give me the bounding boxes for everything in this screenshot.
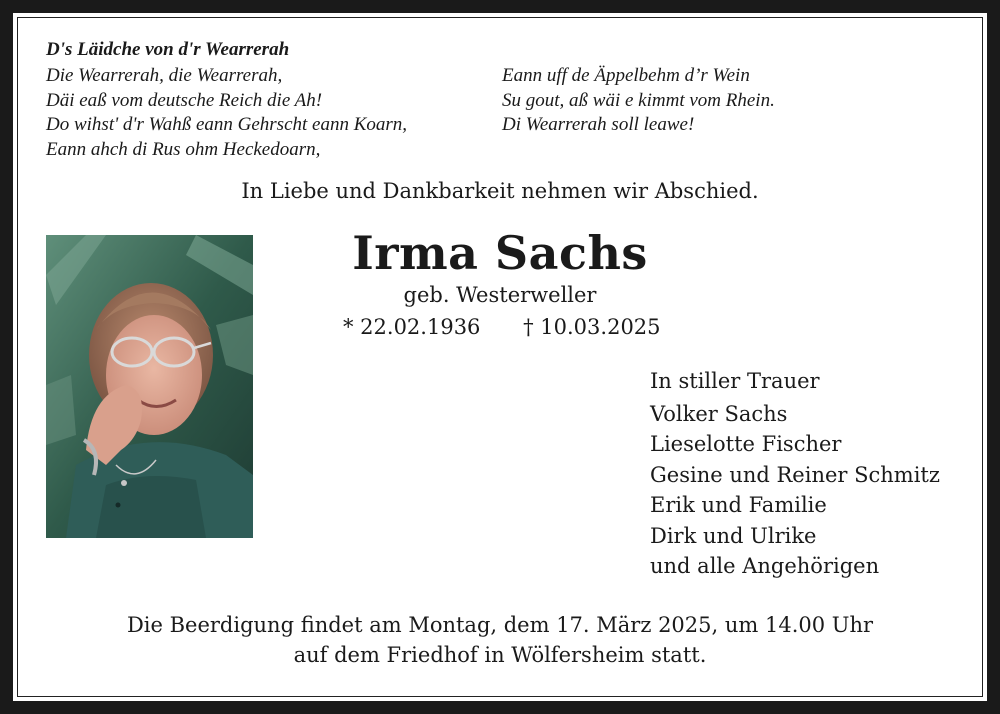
poem-right-column — [502, 64, 775, 138]
poem-line: Do wihst' d'r Wahß eann Gehrscht eann Koarn, — [46, 114, 408, 135]
poem-line: Di Wearrerah soll leawe! — [502, 114, 695, 135]
mourner-name: Gesine und Reiner Schmitz — [650, 462, 940, 487]
mourner-name: Dirk und Ulrike — [650, 523, 817, 548]
mourner-name: Volker Sachs — [650, 401, 788, 426]
funeral-line-2: auf dem Friedhof in Wölfersheim statt. — [293, 643, 707, 667]
mourners-list — [650, 366, 940, 582]
poem-line: Die Wearrerah, die Wearrerah, — [46, 65, 283, 86]
poem-line: Su gout, aß wäi e kimmt vom Rhein. — [502, 89, 775, 111]
death-date: † 10.03.2025 — [523, 315, 661, 339]
mourners-heading: In stiller Trauer — [650, 369, 820, 393]
mourner-name: Lieselotte Fischer — [650, 432, 842, 456]
poem-title: D's Läidche von d'r Wearrerah — [46, 39, 290, 60]
portrait-photo — [46, 235, 253, 538]
poem-line: Eann ahch di Rus ohm Heckedoarn, — [46, 138, 321, 160]
mourner-name: und alle Angehörigen — [650, 554, 880, 578]
poem-line: Däi eaß vom deutsche Reich die Ah! — [46, 89, 323, 111]
maiden-name: geb. Westerweller — [403, 283, 597, 307]
birth-date: * 22.02.1936 — [343, 315, 481, 339]
poem-left-column — [46, 64, 407, 162]
funeral-notice — [13, 610, 987, 670]
poem-line: Eann uff de Äppelbehm d’r Wein — [502, 65, 750, 86]
mourner-name: Erik und Familie — [650, 493, 827, 517]
funeral-line-1: Die Beerdigung findet am Montag, dem 17. März 2025, um 14.00 Uhr — [126, 613, 874, 637]
deceased-name: Irma Sachs — [352, 226, 648, 280]
farewell-text: In Liebe und Dankbarkeit nehmen wir Abschied. — [241, 179, 759, 203]
obituary-card — [13, 13, 987, 701]
life-dates — [343, 315, 661, 339]
